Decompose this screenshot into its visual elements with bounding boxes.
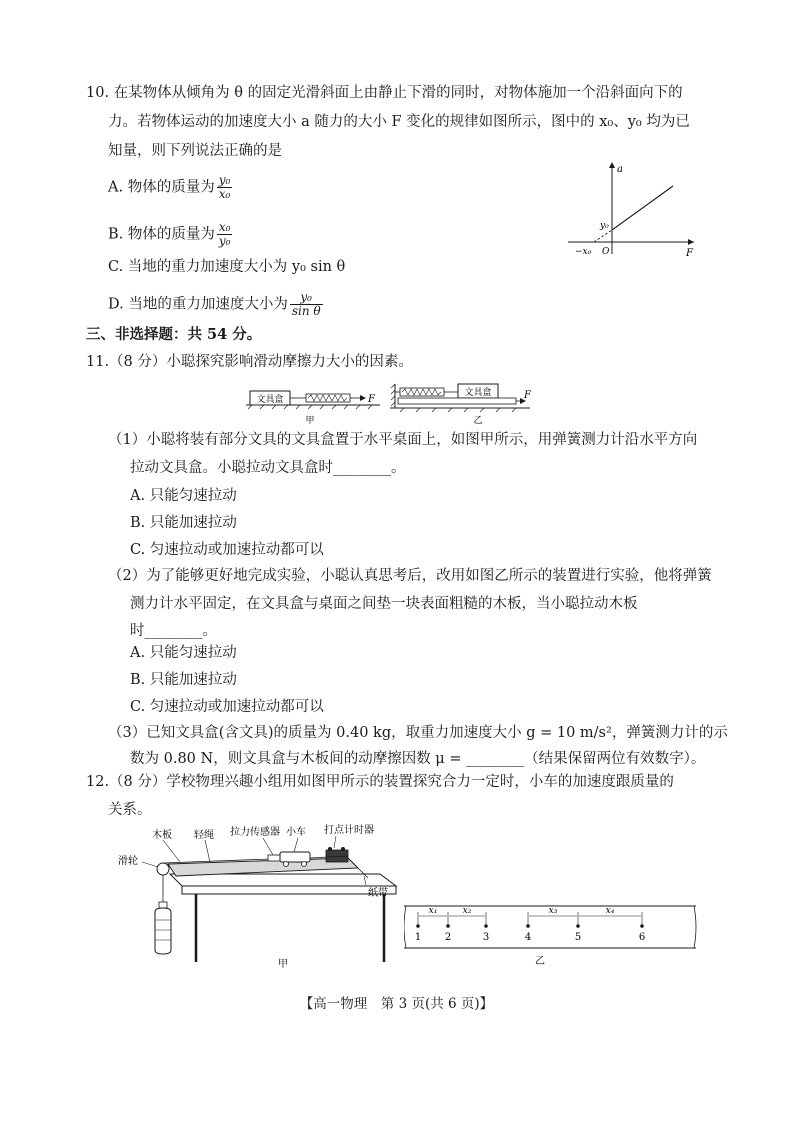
q11-p1-option-b: B. 只能加速拉动 (130, 515, 237, 531)
section-heading: 三、非选择题：共 54 分。 (86, 326, 262, 343)
force-arrow-icon (360, 395, 366, 401)
q10-option-a: A. 物体的质量为 $\frac{\text{y₀}}{\text{x₀}}$ (108, 173, 231, 201)
box-label-jia: 文具盒 (256, 395, 284, 405)
x-axis-label: F (686, 248, 693, 258)
q11-p2-line1: （2）为了能够更好地完成实验，小聪认真思考后，改用如图乙所示的装置进行实验，他将弹簧 (108, 568, 712, 584)
figure-label-jia: 甲 (278, 959, 288, 970)
origin-label: O (602, 247, 610, 257)
q11-p2-line2: 测力计水平固定，在文具盒与桌面之间垫一块表面粗糙的木板，当小聪拉动木板 (130, 596, 638, 612)
point-label: 5 (574, 932, 582, 943)
q11-p1-option-c: C. 匀速拉动或加速拉动都可以 (130, 542, 324, 558)
q12-tape-figure (404, 900, 700, 968)
q10-graph (560, 158, 700, 258)
figure-label-yi: 乙 (473, 416, 483, 426)
fraction-y0-over-sin: $\frac{\text{y₀}}{\text{sin θ}}$ (291, 290, 321, 318)
y-axis-arrow-icon (609, 162, 615, 168)
q11-p1-line2: 拉动文具盒。小聪拉动文具盒时________。 (130, 460, 406, 476)
q11-p2-line3: 时________。 (130, 623, 217, 639)
q12-line1: 12.（8 分）学校物理兴趣小组用如图甲所示的装置探究合力一定时，小车的加速度跟质量的 (86, 774, 674, 790)
q11-p2-option-a: A. 只能匀速拉动 (130, 645, 237, 661)
y0-label: y₀ (600, 221, 609, 231)
pulley-icon (157, 863, 169, 875)
y-axis-label: a (617, 164, 623, 175)
point-label: 2 (444, 932, 452, 943)
figure-label-yi: 乙 (535, 956, 545, 967)
q11-figures (240, 380, 540, 428)
cart (280, 852, 310, 862)
fraction-x0-over-y0: $\frac{\text{x₀}}{\text{y₀}}$ (218, 220, 231, 248)
q10-line3: 知量，则下列说法正确的是 (108, 143, 282, 159)
x3-label: x₃ (548, 906, 558, 916)
table-top (170, 874, 396, 886)
q12-apparatus-figure (118, 822, 418, 970)
q10-line2: 力。若物体运动的加速度大小 a 随力的大小 F 变化的规律如图所示，图中的 x₀、y₀ 均为已 (108, 114, 690, 130)
x-axis-arrow-icon (688, 239, 694, 245)
q12-line2: 关系。 (108, 802, 152, 818)
table-edge (182, 886, 396, 894)
x2-label: x₂ (462, 906, 472, 916)
q11-p2-option-c: C. 匀速拉动或加速拉动都可以 (130, 699, 324, 715)
neg-x0-label: −x₀ (575, 247, 592, 257)
q10-option-d: D. 当地的重力加速度大小为 $\frac{\text{y₀}}{\text{sin θ}}$ (108, 290, 321, 318)
point-label: 1 (414, 932, 422, 943)
label-timer: 打点计时器 (324, 825, 374, 836)
page-footer: 【高一物理 第 3 页(共 6 页)】 (299, 996, 494, 1012)
force-label-yi: F (524, 390, 531, 401)
label-tape: 纸带 (368, 888, 388, 899)
point-label: 6 (638, 932, 646, 943)
x1-label: x₁ (428, 906, 438, 916)
figure-label-jia: 甲 (305, 416, 315, 426)
dashed-extension (594, 230, 612, 242)
box-label-yi: 文具盒 (464, 388, 492, 398)
q10-line1: 10. 在某物体从倾角为 θ 的固定光滑斜面上由静止下滑的同时，对物体施加一个沿斜面向下的 (86, 85, 683, 101)
q11-p2-option-b: B. 只能加速拉动 (130, 672, 237, 688)
q11-p3-line2: 数为 0.80 N，则文具盒与木板间的动摩擦因数 μ = ________（结果保留两位有效数字）。 (130, 751, 706, 767)
fraction-y0-over-x0: $\frac{\text{y₀}}{\text{x₀}}$ (218, 173, 231, 201)
wheel-icon (284, 862, 289, 867)
point-label: 4 (524, 932, 532, 943)
bottle-icon (155, 908, 171, 954)
a-vs-f-line (612, 186, 673, 230)
q11-p1-line1: （1）小聪将装有部分文具的文具盒置于水平桌面上，如图甲所示，用弹簧测力计沿水平方向 (108, 432, 698, 448)
label-board: 木板 (152, 830, 172, 841)
point-label: 3 (482, 932, 490, 943)
wooden-board (398, 398, 516, 404)
x4-label: x₄ (605, 906, 615, 916)
force-sensor (268, 855, 280, 861)
wheel-icon (302, 862, 307, 867)
q10-option-c: C. 当地的重力加速度大小为 y₀ sin θ (108, 259, 346, 275)
label-sensor: 拉力传感器 (230, 827, 280, 838)
label-pulley: 滑轮 (118, 856, 138, 867)
q10-option-b: B. 物体的质量为 $\frac{\text{x₀}}{\text{y₀}}$ (108, 220, 231, 248)
label-cart: 小车 (286, 827, 306, 838)
q11-stem: 11.（8 分）小聪探究影响滑动摩擦力大小的因素。 (86, 354, 413, 370)
force-label-jia: F (368, 394, 375, 405)
q11-p3-line1: （3）已知文具盒(含文具)的质量为 0.40 kg，取重力加速度大小 g = 10 m/s²，弹簧测力计的示 (108, 725, 728, 741)
q11-p1-option-a: A. 只能匀速拉动 (130, 488, 237, 504)
label-rope: 轻绳 (194, 830, 214, 841)
